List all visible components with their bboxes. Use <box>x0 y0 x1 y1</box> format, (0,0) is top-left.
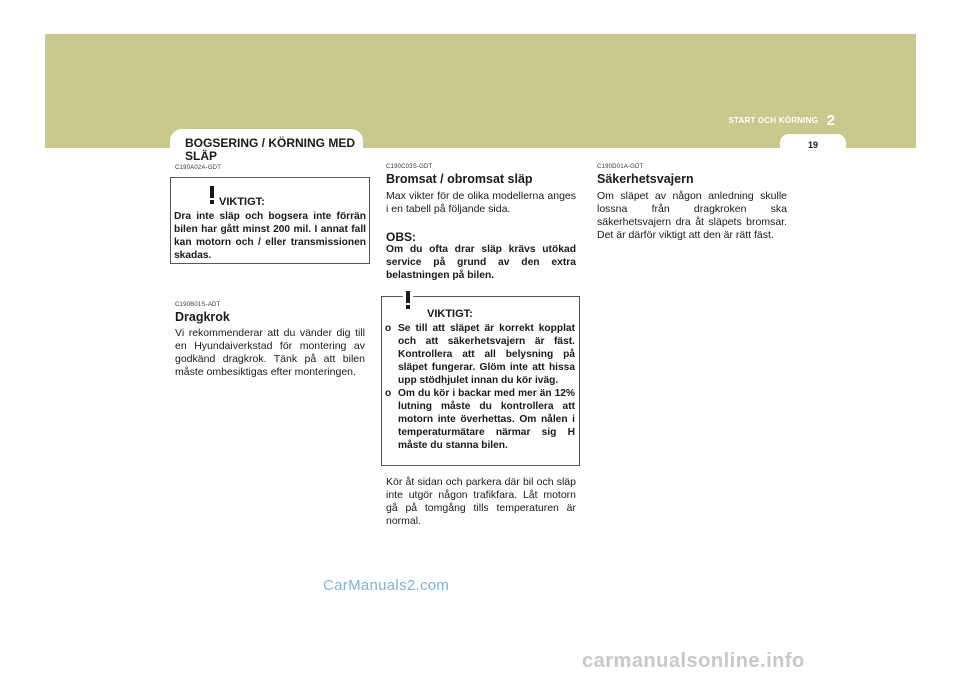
list-item-text: Se till att släpet är korrekt kopplat och att säkerhetsvajern är fäst. Kontrollera att all belysning på släpet fungerar. Glöm inte att hissa upp stödhjulet innan du kör iväg. <box>398 323 575 386</box>
warning-text: Dra inte släp och bogsera inte förrän bilen har gått minst 200 mil. I annat fall kan motorn och / eller transmissionen skadas. <box>174 211 366 261</box>
dragkrok-text: Vi rekommenderar att du vänder dig till en Hyundaiverkstad för montering av godkänd dragkrok. Tänk på att bilen måste ombesiktigas efter monteringen. <box>175 327 365 378</box>
warning-title: VIKTIGT: <box>219 196 265 208</box>
after-warning-text: Kör åt sidan och parkera där bil och släp inte utgör någon trafikfara. Låt motorn gå på tomgång tills temperaturen är normal. <box>386 476 576 527</box>
bromsat-heading: Bromsat / obromsat släp <box>386 172 533 186</box>
dragkrok-heading: Dragkrok <box>175 310 230 324</box>
chapter-title: START OCH KÖRNING <box>728 116 818 125</box>
bullet-mark: o <box>385 388 392 399</box>
chapter-number: 2 <box>826 112 835 129</box>
list-item-text: Om du kör i backar med mer än 12% lutning måste du kontrollera att motorn inte överhettas. Om nålen i temperaturmätare närmar sig H måste du stanna bilen. <box>398 388 575 451</box>
vajer-text: Om släpet av någon anledning skulle lossna från dragkroken ska säkerhetsvajern dra åt släpets bromsar. Det är därför viktigt att den är rätt fäst. <box>597 190 787 241</box>
vajer-code: C190D01A-GDT <box>597 164 644 170</box>
bullet-mark: o <box>385 323 392 334</box>
warning-list <box>385 322 575 452</box>
section-title: BOGSERING / KÖRNING MED SLÄP <box>185 136 356 163</box>
list-item <box>385 322 575 387</box>
warning-box-2 <box>381 296 580 466</box>
carmanualsonline-watermark[interactable]: carmanualsonline.info <box>582 650 805 672</box>
list-item <box>385 387 575 452</box>
warning-icon <box>395 287 421 311</box>
carmanuals-watermark[interactable]: CarManuals2.com <box>323 577 450 594</box>
block1-code: C190A02A-GDT <box>175 165 222 171</box>
obs-text: Om du ofta drar släp krävs utökad service på grund av den extra belastningen på bilen. <box>386 244 576 281</box>
warning-box-1 <box>170 177 370 264</box>
block2-code: C190B01S-ADT <box>175 302 221 308</box>
obs-heading: OBS: <box>386 230 416 244</box>
bromsat-text: Max vikter för de olika modellerna anges i en tabell på följande sida. <box>386 190 576 215</box>
warning-title: VIKTIGT: <box>427 308 473 320</box>
vajer-heading: Säkerhetsvajern <box>597 172 694 186</box>
page-number: 19 <box>780 134 846 154</box>
bromsat-code: C190C03S-GDT <box>386 164 433 170</box>
